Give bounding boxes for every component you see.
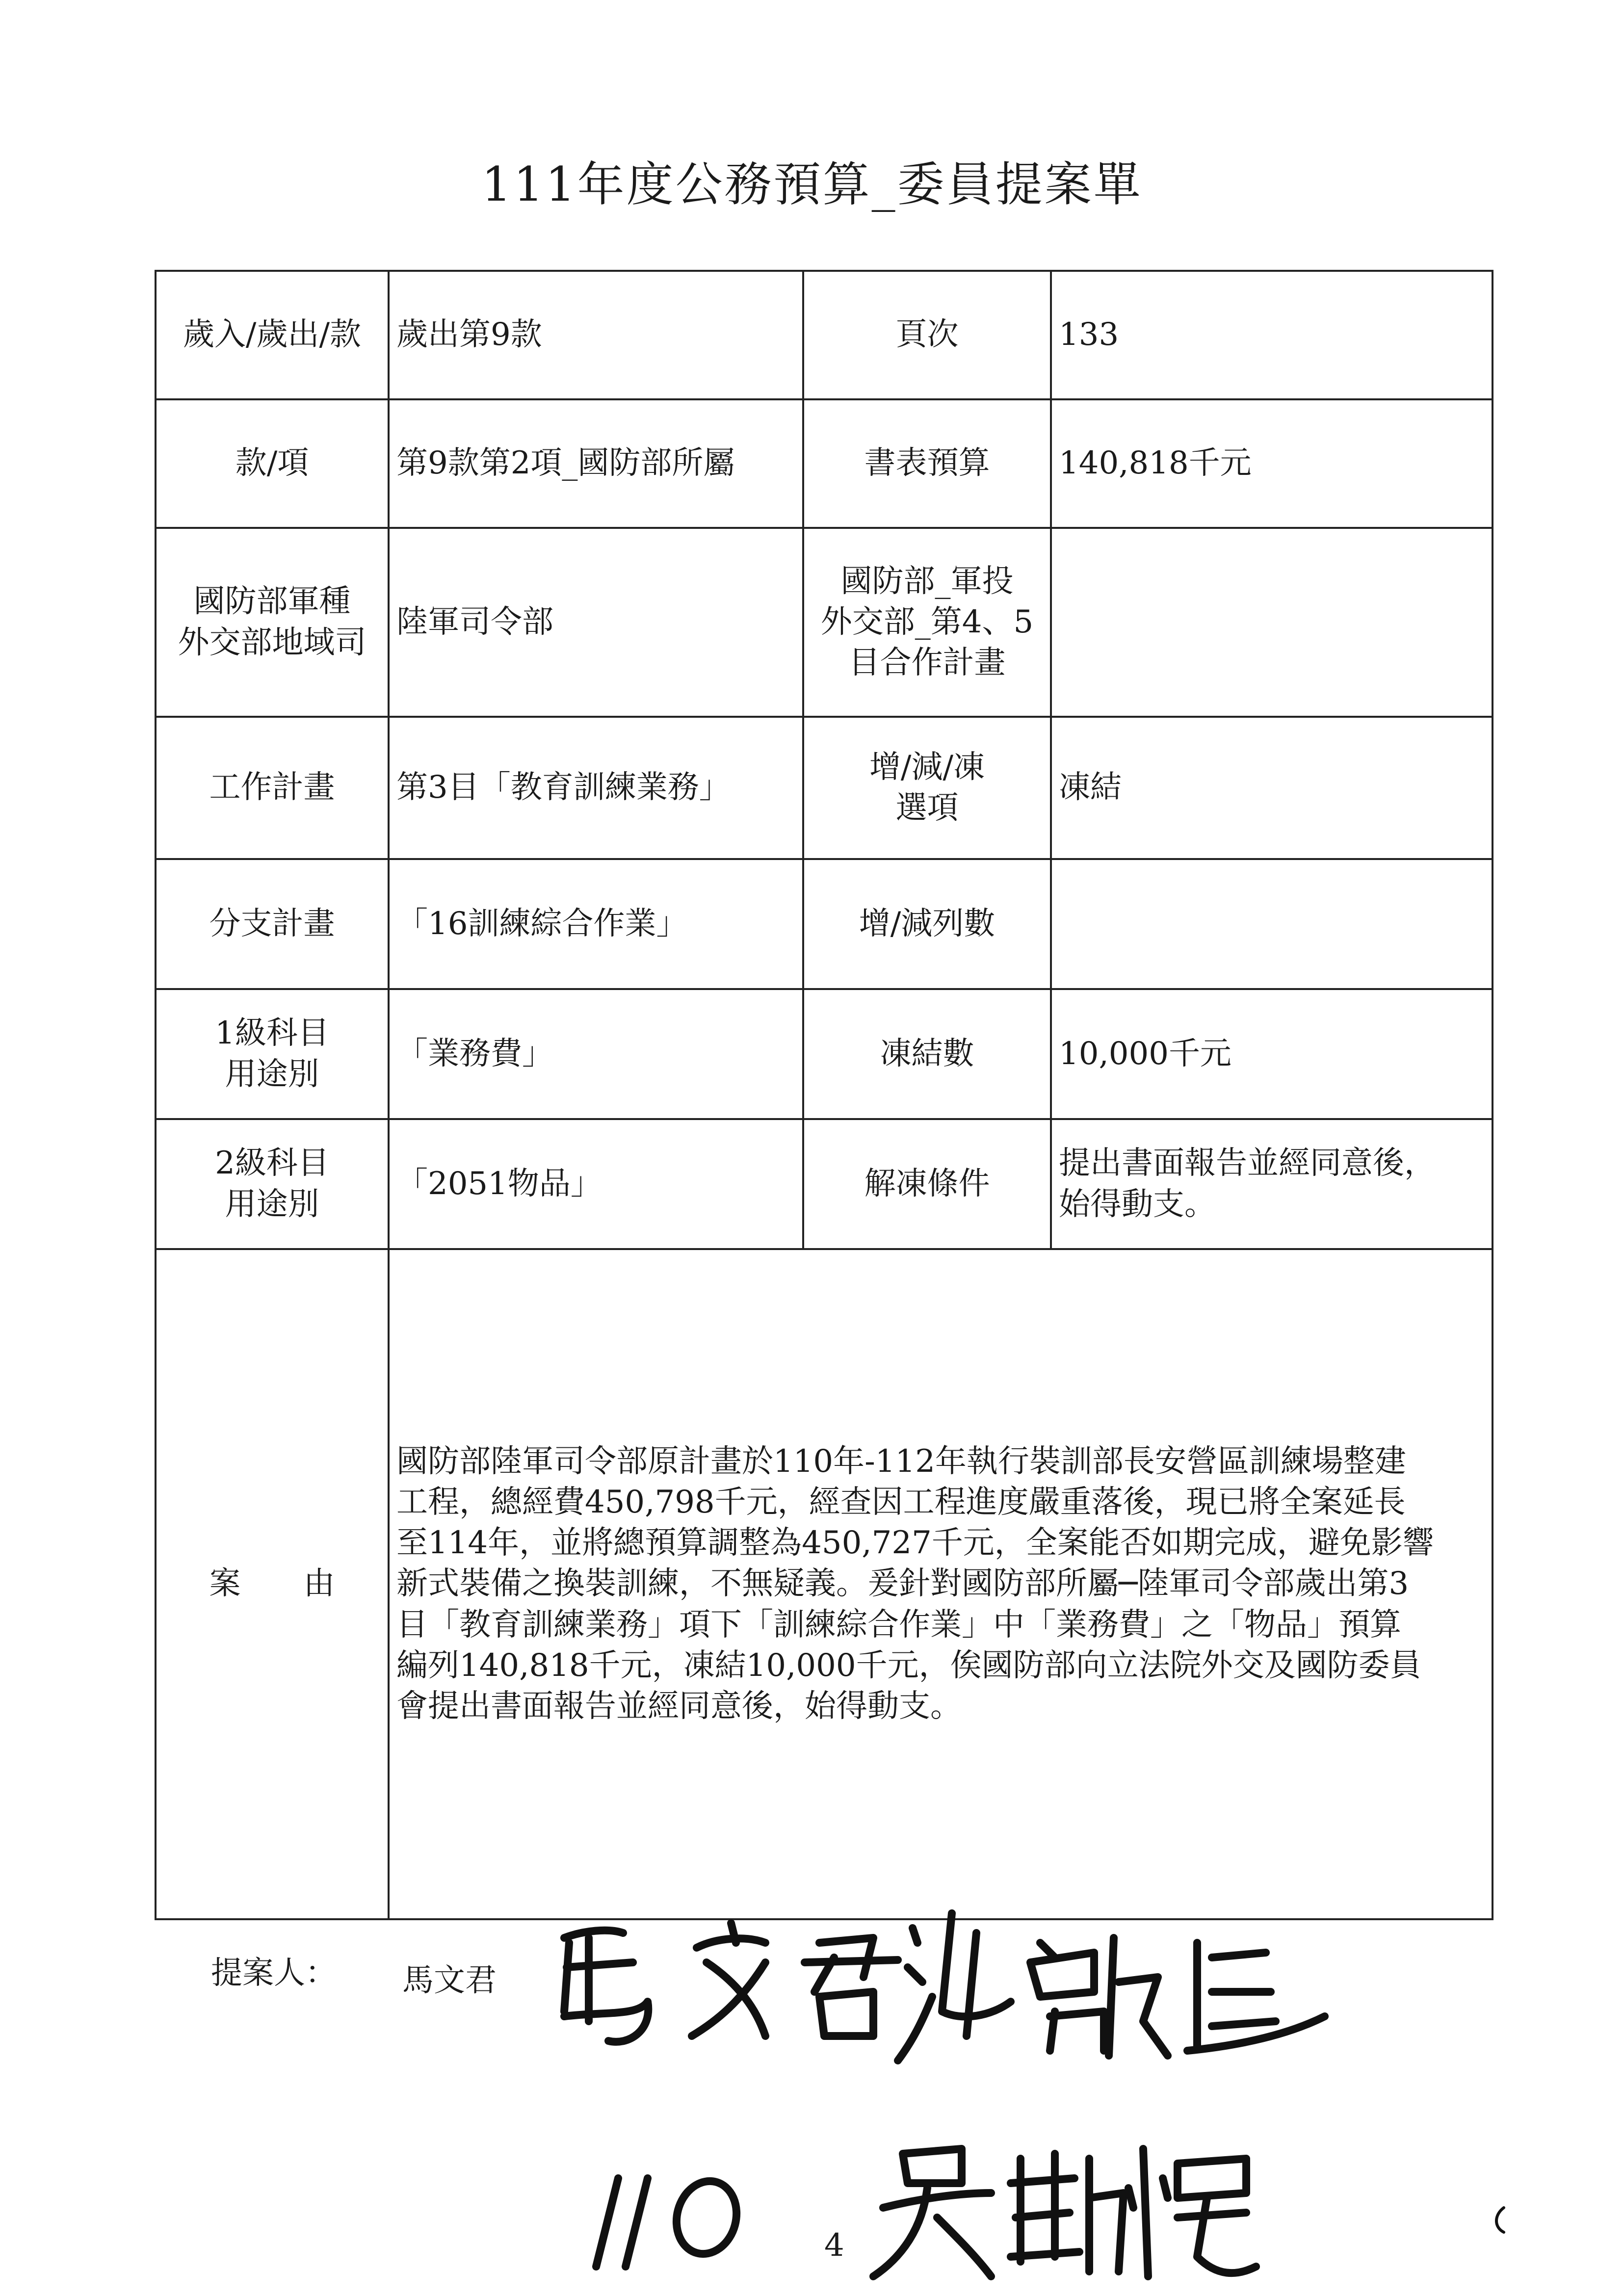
row-value: 第9款第2項_國防部所屬 <box>389 399 803 528</box>
reason-line: 至114年，並將總預算調整為450,727千元，全案能否如期完成，避免影響 <box>396 1525 1434 1562</box>
row-value: 140,818千元 <box>1051 399 1493 528</box>
row-value: 133 <box>1051 271 1493 399</box>
reason-line: 新式裝備之換裝訓練，不無疑義。爰針對國防部所屬─陸軍司令部歲出第3 <box>396 1565 1409 1602</box>
row-value: 10,000千元 <box>1051 989 1493 1119</box>
row-label: 國防部_軍投 外交部_第4、5 目合作計畫 <box>803 528 1051 717</box>
row-label: 解凍條件 <box>803 1119 1051 1249</box>
row-value: 凍結 <box>1051 717 1493 859</box>
reason-line: 工程，總經費450,798千元，經查因工程進度嚴重落後，現已將全案延長 <box>396 1484 1406 1521</box>
row-value: 第3目「教育訓練業務」 <box>389 717 803 859</box>
stray-mark <box>1496 2208 1504 2232</box>
row-value: 「業務費」 <box>389 989 803 1119</box>
row-label: 書表預算 <box>803 399 1051 528</box>
signature-1 <box>564 1923 898 2042</box>
reason-line: 目「教育訓練業務」項下「訓練綜合作業」中「業務費」之「物品」預算 <box>396 1606 1401 1643</box>
row-value: 「2051物品」 <box>389 1119 803 1249</box>
row-label: 款/項 <box>156 399 389 528</box>
handwritten-date <box>596 2174 744 2267</box>
row-label: 1級科目 用途別 <box>156 989 389 1119</box>
row-label: 凍結數 <box>803 989 1051 1119</box>
proposer-label: 提案人： <box>211 1955 337 1991</box>
row-label: 國防部軍種 外交部地域司 <box>156 528 389 717</box>
row-label: 分支計畫 <box>156 859 389 989</box>
row-label: 增/減/凍 選項 <box>803 717 1051 859</box>
row-label: 頁次 <box>803 271 1051 399</box>
reason-label: 案 由 <box>156 1249 389 1919</box>
proposer-name: 馬文君 <box>402 1962 497 1999</box>
reason-line: 編列140,818千元，凍結10,000千元，俟國防部向立法院外交及國防委員 <box>396 1647 1421 1684</box>
reason-line: 會提出書面報告並經同意後，始得動支。 <box>396 1688 962 1724</box>
signature-2 <box>898 1913 1325 2061</box>
row-label: 2級科目 用途別 <box>156 1119 389 1249</box>
row-value: 提出書面報告並經同意後， 始得動支。 <box>1051 1119 1493 1249</box>
row-label: 歲入/歲出/款 <box>156 271 389 399</box>
signature-3 <box>873 2149 1256 2276</box>
row-label: 增/減列數 <box>803 859 1051 989</box>
reason-line: 國防部陸軍司令部原計畫於110年-112年執行裝訓部長安營區訓練場整建 <box>396 1443 1406 1480</box>
row-value: 「16訓練綜合作業」 <box>389 859 803 989</box>
row-value: 陸軍司令部 <box>389 528 803 717</box>
form-title: 111年度公務預算_委員提案單 <box>481 157 1143 212</box>
page-number: 4 <box>824 2227 844 2264</box>
row-label: 工作計畫 <box>156 717 389 859</box>
row-value: 歲出第9款 <box>389 271 803 399</box>
